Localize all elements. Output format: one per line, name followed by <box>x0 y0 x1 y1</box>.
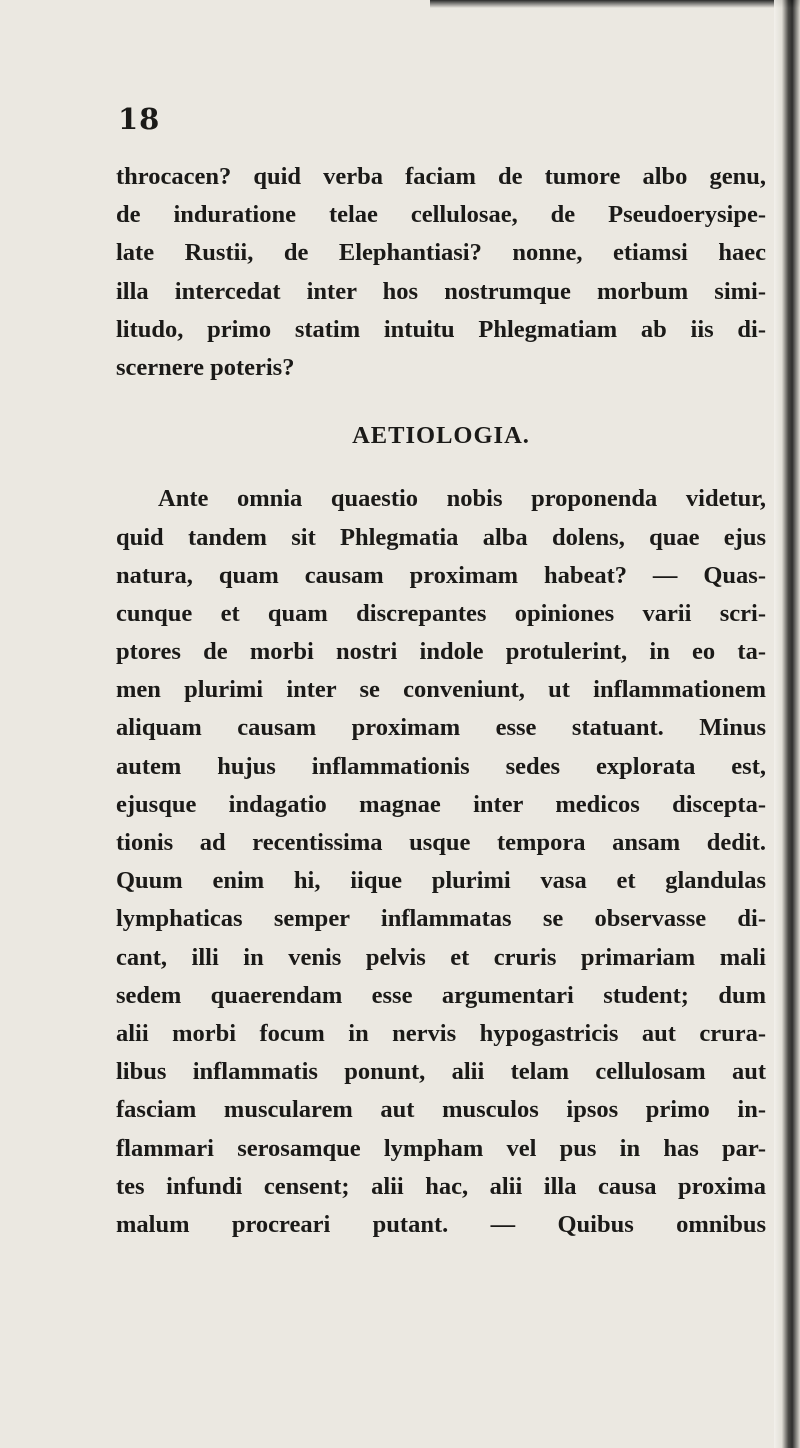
text-line: sedem quaerendam esse argumentari student; dum <box>116 981 766 1009</box>
text-line: natura, quam causam proximam habeat? — Quas- <box>116 561 766 589</box>
text-line: cunque et quam discrepantes opiniones varii scri- <box>116 599 766 627</box>
text-line: fasciam muscularem aut musculos ipsos primo in- <box>116 1096 766 1124</box>
body-text <box>116 158 766 1244</box>
text-line: tionis ad recentissima usque tempora ansam dedit. <box>116 829 766 856</box>
text-line: lymphaticas semper inflammatas se observasse di- <box>116 905 766 933</box>
text-line: cant, illi in venis pelvis et cruris primariam mali <box>116 943 766 971</box>
text-line: flammari serosamque lympham vel pus in has par- <box>116 1134 766 1162</box>
text-line: de induratione telae cellulosae, de Pseudoerysipe- <box>116 201 766 229</box>
text-line: aliquam causam proximam esse statuant. Minus <box>116 714 766 742</box>
text-line: men plurimi inter se conveniunt, ut inflammationem <box>116 676 766 704</box>
text-line: ptores de morbi nostri indole protulerint, in eo ta- <box>116 638 766 666</box>
text-line: libus inflammatis ponunt, alii telam cellulosam aut <box>116 1058 766 1086</box>
scan-shadow <box>430 0 800 8</box>
text-line: Ante omnia quaestio nobis proponenda videtur, <box>158 485 766 513</box>
page-number: 18 <box>118 102 161 136</box>
text-line: tes infundi censent; alii hac, alii illa causa proxima <box>116 1172 766 1200</box>
text-line: scernere poteris? <box>116 353 295 381</box>
text-line: quid tandem sit Phlegmatia alba dolens, quae ejus <box>116 523 766 551</box>
text-line: illa intercedat inter hos nostrumque morbum simi- <box>116 277 766 305</box>
page-gutter <box>774 0 800 1448</box>
text-line: autem hujus inflammationis sedes explorata est, <box>116 752 766 780</box>
text-line: litudo, primo statim intuitu Phlegmatiam ab iis di- <box>116 315 766 343</box>
text-line: ejusque indagatio magnae inter medicos discepta- <box>116 790 766 818</box>
text-line: malum procreari putant. — Quibus omnibus <box>116 1210 766 1238</box>
paragraph-1 <box>116 158 766 387</box>
text-line: late Rustii, de Elephantiasi? nonne, etiamsi haec <box>116 239 766 267</box>
text-line: Quum enim hi, iique plurimi vasa et glandulas <box>116 867 766 895</box>
paragraph-2 <box>116 480 766 1244</box>
text-line: throcacen? quid verba faciam de tumore albo genu, <box>116 163 766 190</box>
text-line: alii morbi focum in nervis hypogastricis aut crura- <box>116 1019 766 1047</box>
section-heading: AETIOLOGIA. <box>352 422 530 450</box>
